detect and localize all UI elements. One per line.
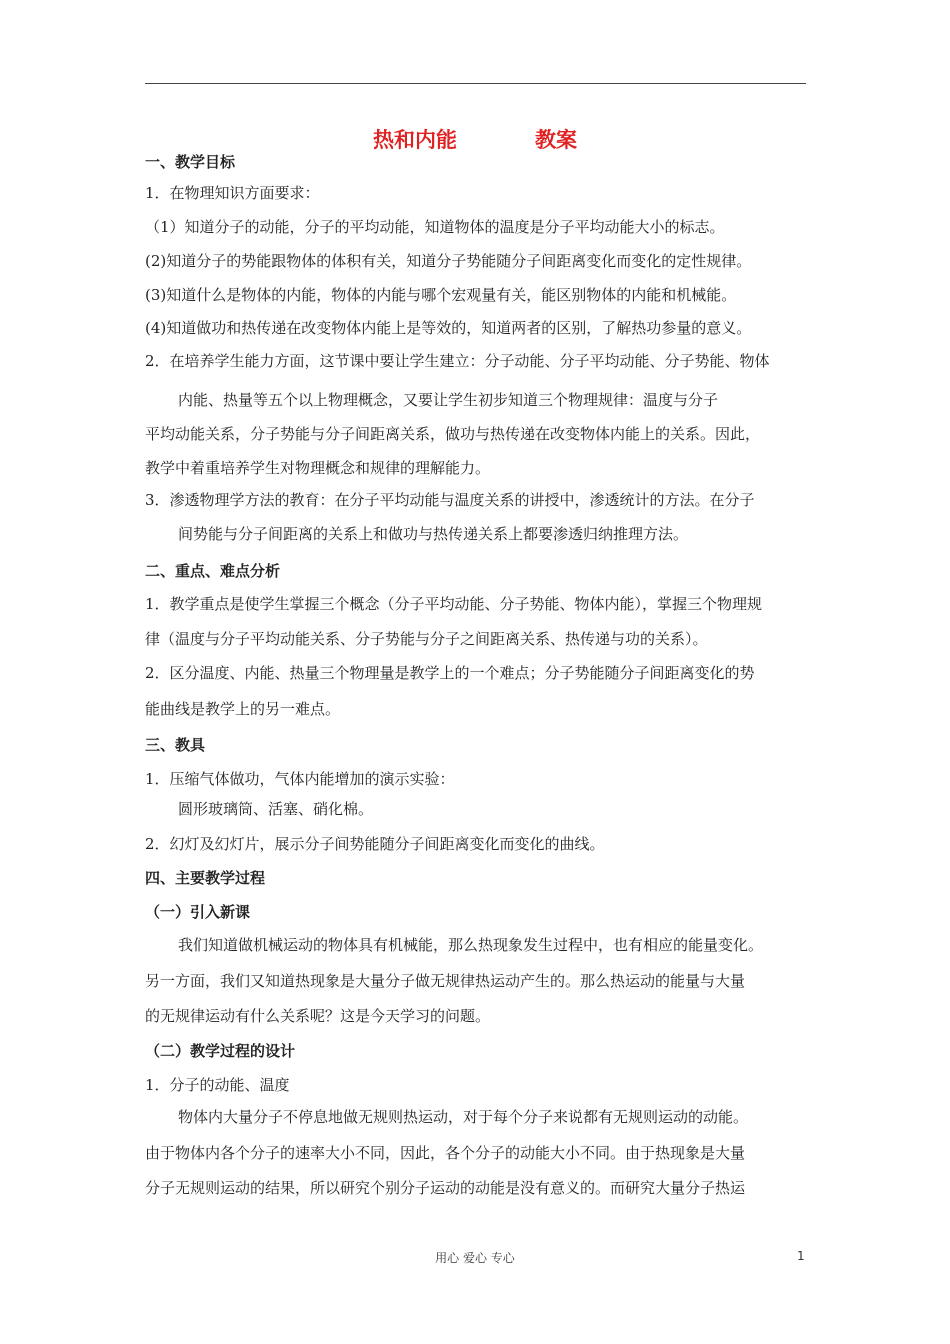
text-line: 圆形玻璃筒、活塞、硝化棉。 bbox=[178, 800, 374, 818]
text-line: 分子无规则运动的结果，所以研究个别分子运动的动能是没有意义的。而研究大量分子热运 bbox=[145, 1179, 746, 1197]
text-line: 能曲线是教学上的另一难点。 bbox=[145, 700, 341, 718]
text-line: 物体内大量分子不停息地做无规则热运动，对于每个分子来说都有无规则运动的动能。 bbox=[178, 1108, 749, 1126]
text-line: 的无规律运动有什么关系呢？这是今天学习的问题。 bbox=[145, 1007, 491, 1025]
text-line: 3．渗透物理学方法的教育：在分子平均动能与温度关系的讲授中，渗透统计的方法。在分子 bbox=[145, 491, 755, 509]
text-line: 我们知道做机械运动的物体具有机械能，那么热现象发生过程中，也有相应的能量变化。 bbox=[178, 936, 764, 954]
text-line: 1．教学重点是使学生掌握三个概念（分子平均动能、分子势能、物体内能），掌握三个物理规 bbox=[145, 595, 763, 613]
title-type: 教案 bbox=[535, 128, 577, 152]
text-line: 内能、热量等五个以上物理概念，又要让学生初步知道三个物理规律：温度与分子 bbox=[178, 391, 719, 409]
page-footer: 用心 爱心 专心 bbox=[435, 1251, 515, 1265]
text-line: 间势能与分子间距离的关系上和做功与热传递关系上都要渗透归纳推理方法。 bbox=[178, 525, 689, 543]
section-heading: 二、重点、难点分析 bbox=[145, 562, 281, 580]
title-topic: 热和内能 bbox=[373, 128, 457, 152]
header-rule bbox=[145, 83, 806, 84]
text-line: （1）知道分子的动能，分子的平均动能，知道物体的温度是分子平均动能大小的标志。 bbox=[145, 218, 725, 236]
section-heading: 三、教具 bbox=[145, 736, 206, 754]
text-line: 由于物体内各个分子的速率大小不同，因此，各个分子的动能大小不同。由于热现象是大量 bbox=[145, 1144, 746, 1162]
text-line: (3)知道什么是物体的内能，物体的内能与哪个宏观量有关，能区别物体的内能和机械能。 bbox=[145, 286, 737, 304]
page-number: 1 bbox=[797, 1249, 805, 1263]
text-line: 1．在物理知识方面要求： bbox=[145, 184, 320, 202]
text-line: 1．压缩气体做功，气体内能增加的演示实验： bbox=[145, 770, 455, 788]
text-line: (4)知道做功和热传递在改变物体内能上是等效的，知道两者的区别，了解热功参量的意义。 bbox=[145, 319, 752, 337]
text-line: 1．分子的动能、温度 bbox=[145, 1076, 290, 1094]
text-line: 2．在培养学生能力方面，这节课中要让学生建立：分子动能、分子平均动能、分子势能、物体 bbox=[145, 352, 770, 370]
text-line: 2．区分温度、内能、热量三个物理量是教学上的一个难点；分子势能随分子间距离变化的势 bbox=[145, 664, 755, 682]
document-title bbox=[0, 124, 950, 154]
text-line: 律（温度与分子平均动能关系、分子势能与分子之间距离关系、热传递与功的关系）。 bbox=[145, 630, 708, 648]
text-line: (2)知道分子的势能跟物体的体积有关，知道分子势能随分子间距离变化而变化的定性规律。 bbox=[145, 252, 752, 270]
section-heading: （一）引入新课 bbox=[145, 903, 251, 921]
section-heading: （二）教学过程的设计 bbox=[145, 1042, 296, 1060]
section-heading: 四、主要教学过程 bbox=[145, 869, 266, 887]
section-heading: 一、教学目标 bbox=[145, 153, 236, 171]
text-line: 另一方面，我们又知道热现象是大量分子做无规律热运动产生的。那么热运动的能量与大量 bbox=[145, 972, 746, 990]
text-line: 2．幻灯及幻灯片，展示分子间势能随分子间距离变化而变化的曲线。 bbox=[145, 835, 605, 853]
text-line: 平均动能关系，分子势能与分子间距离关系，做功与热传递在改变物体内能上的关系。因此， bbox=[145, 425, 761, 443]
text-line: 教学中着重培养学生对物理概念和规律的理解能力。 bbox=[145, 459, 491, 477]
